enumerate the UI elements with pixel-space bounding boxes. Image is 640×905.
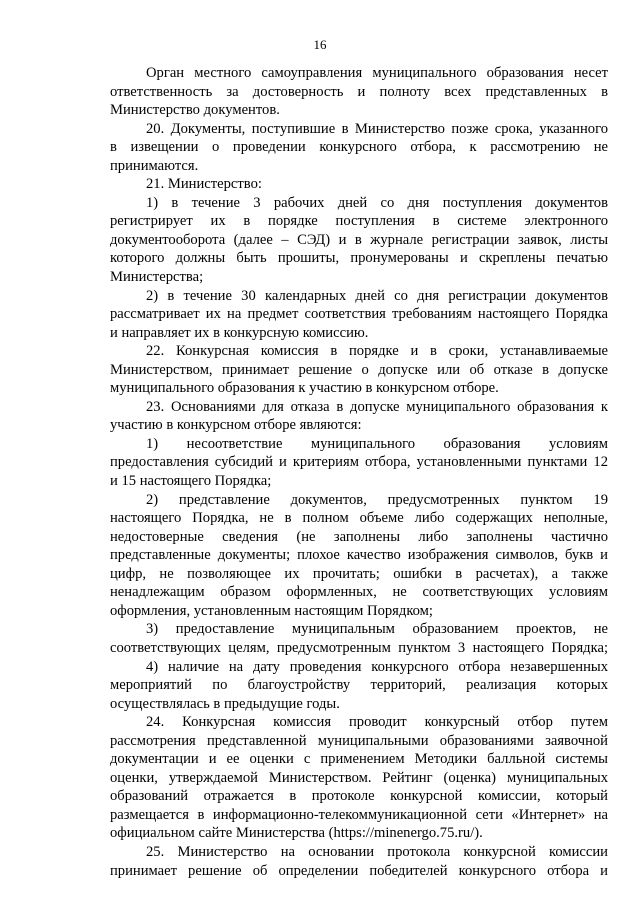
text-line-content: образований отражается в протоколе конкурсной комиссии, который: [110, 788, 608, 805]
text-line-content: 1) несоответствие муниципального образования условиям: [146, 435, 608, 452]
text-line: [110, 769, 608, 788]
text-line: [110, 602, 608, 621]
text-line-content: соответствующих целям, предусмотренным пунктом 3 настоящего Порядка;: [110, 639, 608, 656]
text-line: [110, 843, 608, 862]
text-line-content: регистрирует их в порядке поступления в системе электронного: [110, 213, 608, 230]
text-line-content: 3) предоставление муниципальным образованием проектов, не: [146, 621, 608, 638]
text-line: [110, 361, 608, 380]
text-line-content: и направляет их в конкурсную комиссию.: [110, 324, 369, 341]
text-line: [110, 824, 608, 843]
text-line: [110, 83, 608, 102]
text-line: [110, 287, 608, 306]
text-line-content: 1) в течение 3 рабочих дней со дня поступления документов: [146, 194, 608, 211]
text-line: [110, 157, 608, 176]
text-line-content: ответственность за достоверность и полноту всех представленных в: [110, 83, 608, 100]
text-line: [110, 491, 608, 510]
text-line-content: в извещении о проведении конкурсного отбора, к рассмотрению не: [110, 139, 608, 156]
text-line: [110, 268, 608, 287]
text-line-content: которого должны быть прошиты, пронумерованы и скреплены печатью: [110, 250, 608, 267]
text-line-content: 2) представление документов, предусмотренных пунктом 19: [146, 491, 608, 508]
text-line: [110, 453, 608, 472]
text-line: [110, 806, 608, 825]
text-line-content: размещается в информационно-телекоммуникационной сети «Интернет» на: [110, 806, 608, 823]
text-line-content: мероприятий по благоустройству территорий, реализация которых: [110, 677, 608, 694]
text-line-content: оформления, установленным настоящим Порядком;: [110, 602, 433, 619]
text-line-content: Орган местного самоуправления муниципального образования несет: [146, 65, 608, 81]
text-line: [110, 120, 608, 139]
text-line-content: официальном сайте Министерства (https://minenergo.75.ru/).: [110, 825, 483, 842]
text-line: [110, 342, 608, 361]
text-line-content: рассмотрения представленной муниципальными образованиями заявочной: [110, 732, 608, 749]
text-line: [110, 787, 608, 806]
text-line-content: муниципального образования к участию в конкурсном отборе.: [110, 380, 499, 397]
text-line: [110, 138, 608, 157]
text-line: [110, 732, 608, 751]
text-line-content: представленные документы; плохое качество изображения символов, букв и: [110, 547, 608, 564]
text-line: [110, 64, 608, 83]
text-line-content: документации и ее оценки с применением Методики балльной системы: [110, 751, 608, 768]
text-line: [110, 324, 608, 343]
text-line: [110, 862, 608, 881]
text-line-content: предоставления субсидий и критериям отбора, установленными пунктами 12: [110, 454, 608, 471]
text-line: [110, 546, 608, 565]
text-line-content: ненадлежащим образом оформленных, не соответствующих условиям: [110, 584, 608, 601]
document-body: [110, 64, 608, 880]
text-line-content: и 15 настоящего Порядка;: [110, 473, 272, 490]
text-line-content: Министерством, принимает решение о допуске или об отказе в допуске: [110, 361, 608, 378]
page-number: 16: [313, 37, 327, 52]
text-line: [110, 509, 608, 528]
text-line-content: рассматривает их на предмет соответствия требованиям настоящего Порядка: [110, 306, 608, 323]
text-line: [110, 249, 608, 268]
text-line-content: документооборота (далее – СЭД) и в журнале регистрации заявок, листы: [110, 231, 608, 248]
text-line: [110, 305, 608, 324]
text-line-content: участию в конкурсном отборе являются:: [110, 417, 362, 434]
text-line: [110, 194, 608, 213]
text-line: [110, 676, 608, 695]
text-line-content: Министерство документов.: [110, 102, 280, 119]
text-line: [110, 639, 608, 658]
text-line-content: цифр, не позволяющее их прочитать; ошибки в расчетах), а также: [110, 565, 608, 582]
text-line: [110, 231, 608, 250]
text-line: [110, 658, 608, 677]
text-line: [110, 583, 608, 602]
text-line: [110, 750, 608, 769]
text-line-content: 21. Министерство:: [146, 176, 262, 193]
text-line-content: 24. Конкурсная комиссия проводит конкурсный отбор путем: [146, 714, 608, 731]
text-line: [110, 695, 608, 714]
text-line: [110, 472, 608, 491]
text-line-content: недостоверные сведения (не заполнены либо заполнены частично: [110, 528, 608, 545]
text-line-content: 20. Документы, поступившие в Министерство позже срока, указанного: [146, 120, 608, 137]
text-line-content: 4) наличие на дату проведения конкурсного отбора незавершенных: [146, 658, 608, 675]
text-line: [110, 379, 608, 398]
text-line-content: 2) в течение 30 календарных дней со дня регистрации документов: [146, 287, 608, 304]
text-line-content: принимаются.: [110, 157, 199, 174]
text-line: [110, 416, 608, 435]
text-line-content: осуществлялась в предыдущие годы.: [110, 695, 340, 712]
text-line-content: настоящего Порядка, не в полном объеме либо содержащих неполные,: [110, 510, 608, 527]
text-line: [110, 620, 608, 639]
text-line-content: Министерства;: [110, 269, 204, 286]
text-line: [110, 175, 608, 194]
text-line: [110, 528, 608, 547]
text-line: [110, 565, 608, 584]
text-line: [110, 212, 608, 231]
text-line: [110, 398, 608, 417]
text-line-content: 22. Конкурсная комиссия в порядке и в сроки, устанавливаемые: [146, 343, 608, 360]
text-line-content: оценки, утверждаемой Министерством. Рейтинг (оценка) муниципальных: [110, 769, 608, 786]
text-line-content: 25. Министерство на основании протокола конкурсной комиссии: [146, 843, 608, 860]
text-line: [110, 713, 608, 732]
text-line-content: 23. Основаниями для отказа в допуске муниципального образования к: [146, 398, 608, 415]
text-line: [110, 101, 608, 120]
text-line: [110, 435, 608, 454]
text-line-content: принимает решение об определении победителей конкурсного отбора и: [110, 862, 608, 879]
